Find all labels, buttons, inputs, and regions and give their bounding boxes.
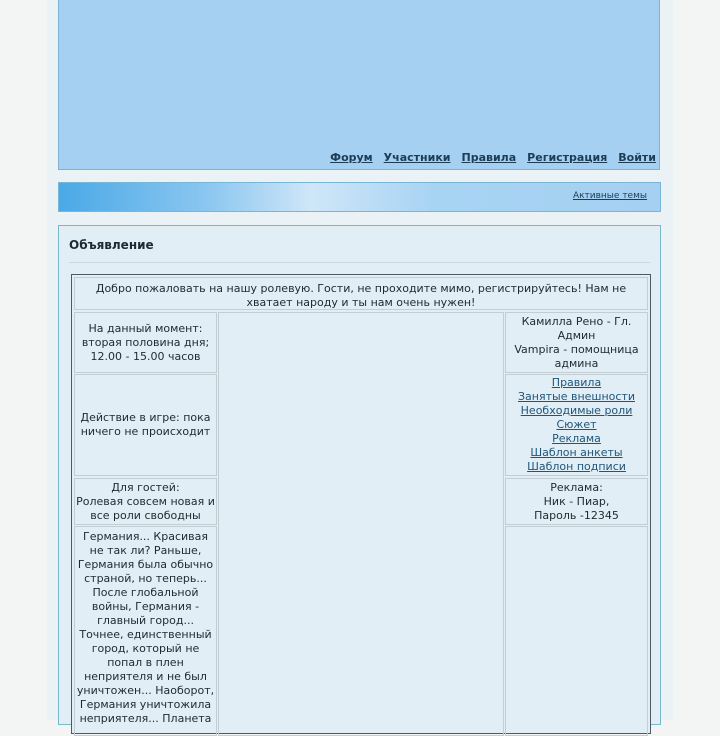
- admins-cell: [505, 312, 648, 373]
- time-line: вторая половина дня;: [81, 335, 210, 349]
- guests-line: Ролевая совсем новая и: [76, 494, 215, 508]
- welcome-text: Добро пожаловать на нашу ролевую. Гости, не проходите мимо, регистрируйтесь! Нам не хватает народу и ты нам очень нужен!: [95, 282, 627, 309]
- right-empty-cell: [505, 526, 648, 736]
- divider: [69, 262, 650, 263]
- link-taken-faces[interactable]: Занятые внешности: [518, 390, 635, 403]
- guests-cell: [74, 478, 217, 525]
- center-content-cell: [218, 312, 504, 736]
- game-action-cell: [74, 374, 217, 476]
- header-banner: [58, 0, 660, 170]
- welcome-cell: [74, 277, 648, 310]
- time-line: На данный момент:: [88, 321, 203, 335]
- ads-line: Реклама:: [550, 480, 603, 494]
- story-line: Точнее, единственный: [79, 628, 212, 641]
- story-line: неприятеля... Планета: [79, 712, 212, 725]
- main-nav: [330, 151, 656, 164]
- link-rules[interactable]: Правила: [551, 376, 602, 389]
- story-line: Германия уничтожила: [79, 698, 212, 711]
- game-action-line: Действие в игре: пока: [80, 411, 211, 424]
- sub-navigation-bar: [58, 182, 661, 212]
- page-wrapper: [47, 0, 673, 725]
- story-line: город, который не: [91, 642, 200, 655]
- ads-line: Пароль -12345: [534, 508, 619, 522]
- story-line: уничтожен... Наоборот,: [76, 684, 215, 697]
- info-links-cell: [505, 374, 648, 476]
- story-line: Германия... Красивая: [82, 530, 208, 543]
- current-time-cell: [74, 312, 217, 373]
- active-topics-link[interactable]: Активные темы: [572, 191, 647, 201]
- story-line: попал в плен: [107, 656, 184, 669]
- story-line: неприятеля и не был: [84, 670, 207, 683]
- story-cell: [74, 526, 217, 736]
- story-line: страной, но теперь...: [84, 572, 207, 585]
- nav-forum[interactable]: Форум: [330, 151, 373, 164]
- link-profile-template[interactable]: Шаблон анкеты: [530, 446, 623, 459]
- link-needed-roles[interactable]: Необходимые роли: [520, 404, 633, 417]
- guests-line: все роли свободны: [90, 508, 201, 522]
- announcement-title: Объявление: [69, 238, 154, 252]
- nav-login[interactable]: Войти: [618, 151, 656, 164]
- announcement-table: [71, 274, 651, 734]
- story-line: не так ли? Раньше,: [89, 544, 202, 557]
- link-advertising[interactable]: Реклама: [552, 432, 601, 445]
- story-line: войны, Германия -: [91, 600, 200, 613]
- announcement-panel: [58, 225, 661, 725]
- nav-register[interactable]: Регистрация: [527, 151, 608, 164]
- link-signature-template[interactable]: Шаблон подписи: [527, 460, 626, 473]
- admin-line: Камилла Рено - Гл.: [521, 314, 632, 328]
- story-line: Германия была обычно: [77, 558, 214, 571]
- admin-line: Vampira - помощница: [514, 342, 639, 356]
- admin-line: админа: [554, 356, 599, 370]
- link-plot[interactable]: Сюжет: [556, 418, 597, 431]
- nav-members[interactable]: Участники: [383, 151, 451, 164]
- nav-rules[interactable]: Правила: [461, 151, 517, 164]
- guests-line: Для гостей:: [111, 480, 180, 494]
- story-line: После глобальной: [92, 586, 199, 599]
- admin-line: Админ: [557, 328, 596, 342]
- story-line: главный город...: [97, 614, 194, 627]
- ads-cell: [505, 478, 648, 525]
- time-line: 12.00 - 15.00 часов: [90, 349, 201, 363]
- game-action-line: ничего не происходит: [80, 425, 211, 438]
- ads-line: Ник - Пиар,: [543, 494, 610, 508]
